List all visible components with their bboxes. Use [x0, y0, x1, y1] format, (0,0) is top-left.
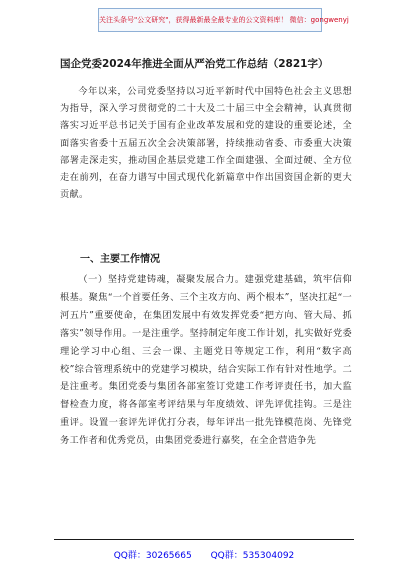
header-banner: 关注头条号"公文研究"，获得最新最全最专业的公文资料库！ 微信：gongwenyj — [98, 8, 322, 32]
footer-qq-group-2[interactable]: QQ群：535304092 — [210, 551, 295, 561]
footer-qq-group-1[interactable]: QQ群：30265665 — [113, 551, 192, 561]
section-paragraph-block — [60, 271, 352, 450]
section-paragraph: （一）坚持党建铸魂，凝聚发展合力。建强党建基础，筑牢信仰根基。聚焦“一个首要任务、三个主攻方向、两个根本”，坚决扛起“一河五片”重要使命，在集团发展中有效发挥党委“把方向、管大局、抓落实”领导作用。一是注重学。坚持制定年度工作计划，扎实做好党委理论学习中心组、三会一课、主题党日等规定工作，利用“数字高校”综合管理系统中的党建学习模块，结合实际工作有针对性地学。二是注重考。集团党委与集团各部室签订党建工作考评责任书，加大监督检查力度，将各部室考评结果与年度绩效、评先评优挂钩。三是注重评。设置一套评先评优打分表，每年评出一批先锋模范岗、先锋党务工作者和优秀党员，由集团党委进行嘉奖，在全企营造争先 — [60, 274, 352, 447]
intro-paragraph-block — [60, 83, 352, 203]
footer — [0, 548, 408, 561]
document-title: 国企党委2024年推进全面从严治党工作总结（2821字） — [60, 58, 329, 70]
intro-paragraph: 今年以来，公司党委坚持以习近平新时代中国特色社会主义思想为指导，深入学习贯彻党的二十大及二十届三中全会精神，认真贯彻落实习近平总书记关于国有企业改革发展和党的建设的重要论述，全面落实省委十五届五次全会决策部署，持续推动省委、市委重大决策部署走深走实，推动国企基层党建工作全面建强、全面过硬、全方位走在前列，在奋力谱写中国式现代化新篇章中作出国资国企新的更大贡献。 — [60, 86, 352, 201]
section-heading: 一、主要工作情况 — [80, 254, 160, 265]
footer-divider — [54, 539, 354, 540]
